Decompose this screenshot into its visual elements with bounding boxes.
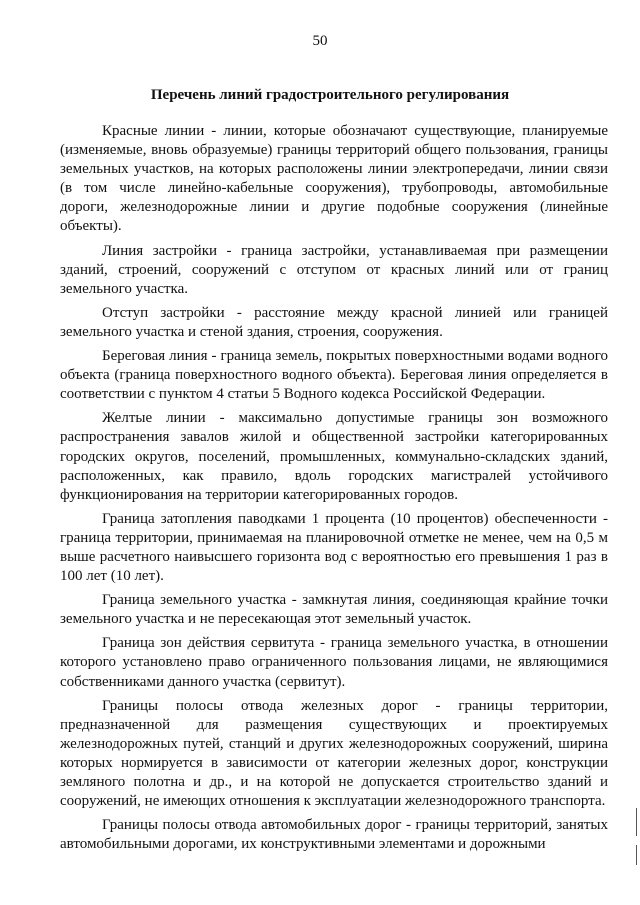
scan-edge-mark bbox=[636, 845, 637, 865]
paragraph-flood-boundary: Граница затопления паводками 1 процента (10 процентов) обеспеченности - граница территории, принимаемая на планировочной отметке не менее, чем на 0,5 м выше расчетного наивысшего горизонта вод с вероятностью его превышения 1 раз в 100 лет (10 лет). bbox=[60, 510, 608, 585]
paragraph-road-right-of-way: Границы полосы отвода автомобильных дорог - границы территорий, занятых автомобильными дорогами, их конструктивными элементами и дорожными bbox=[60, 817, 608, 853]
document-title: Перечень линий градостроительного регулирования bbox=[150, 87, 510, 103]
paragraph-yellow-lines: Желтые линии - максимально допустимые границы зон возможного распространения завалов жилой и общественной застройки категорированных городских округов, поселений, промышленных, коммунально-складских зданий, расположенных, как правило, вдоль городских магистралей устойчивого функционирования на территории категорированных городов. bbox=[60, 410, 608, 503]
page-number: 50 bbox=[312, 33, 328, 49]
paragraph-shoreline: Береговая линия - граница земель, покрытых поверхностными водами водного объекта (граница поверхностного водного объекта). Береговая линия определяется в соответствии с пунктом 4 статьи 5 Водного кодекса Российской Федерации. bbox=[60, 348, 608, 403]
paragraph-land-plot-boundary: Граница земельного участка - замкнутая линия, соединяющая крайние точки земельного участка и не пересекающая этот земельный участок. bbox=[60, 592, 608, 628]
paragraph-building-setback: Отступ застройки - расстояние между красной линией или границей земельного участка и стеной здания, строения, сооружения. bbox=[60, 304, 608, 340]
paragraph-building-line: Линия застройки - граница застройки, устанавливаемая при размещении зданий, строений, сооружений с отступом от красных линий или от границ земельного участка. bbox=[60, 242, 608, 297]
paragraph-red-lines: Красные линии - линии, которые обозначают существующие, планируемые (изменяемые, вновь образуемые) границы территорий общего пользования, границы земельных участков, на которых расположены линии электропередачи, линии связи (в том числе линейно-кабельные сооружения), трубопроводы, автомобильные дороги, железнодорожные линии и другие подобные сооружения (линейные объекты). bbox=[60, 123, 608, 235]
document-body bbox=[60, 122, 608, 859]
paragraph-servitude-boundary: Граница зон действия сервитута - граница земельного участка, в отношении которого установлено право ограниченного пользования лицами, не являющимися собственниками данного участка (сервитут). bbox=[60, 635, 608, 690]
paragraph-railway-right-of-way: Границы полосы отвода железных дорог - границы территории, предназначенной для размещения существующих и проектируемых железнодорожных путей, станций и других железнодорожных сооружений, ширина которых нормируется в зависимости от категории железных дорог, конструкции земляного полотна и др., и на которой не допускается строительство зданий и сооружений, не имеющих отношения к эксплуатации железнодорожного транспорта. bbox=[60, 697, 608, 810]
scan-edge-mark bbox=[636, 808, 637, 836]
